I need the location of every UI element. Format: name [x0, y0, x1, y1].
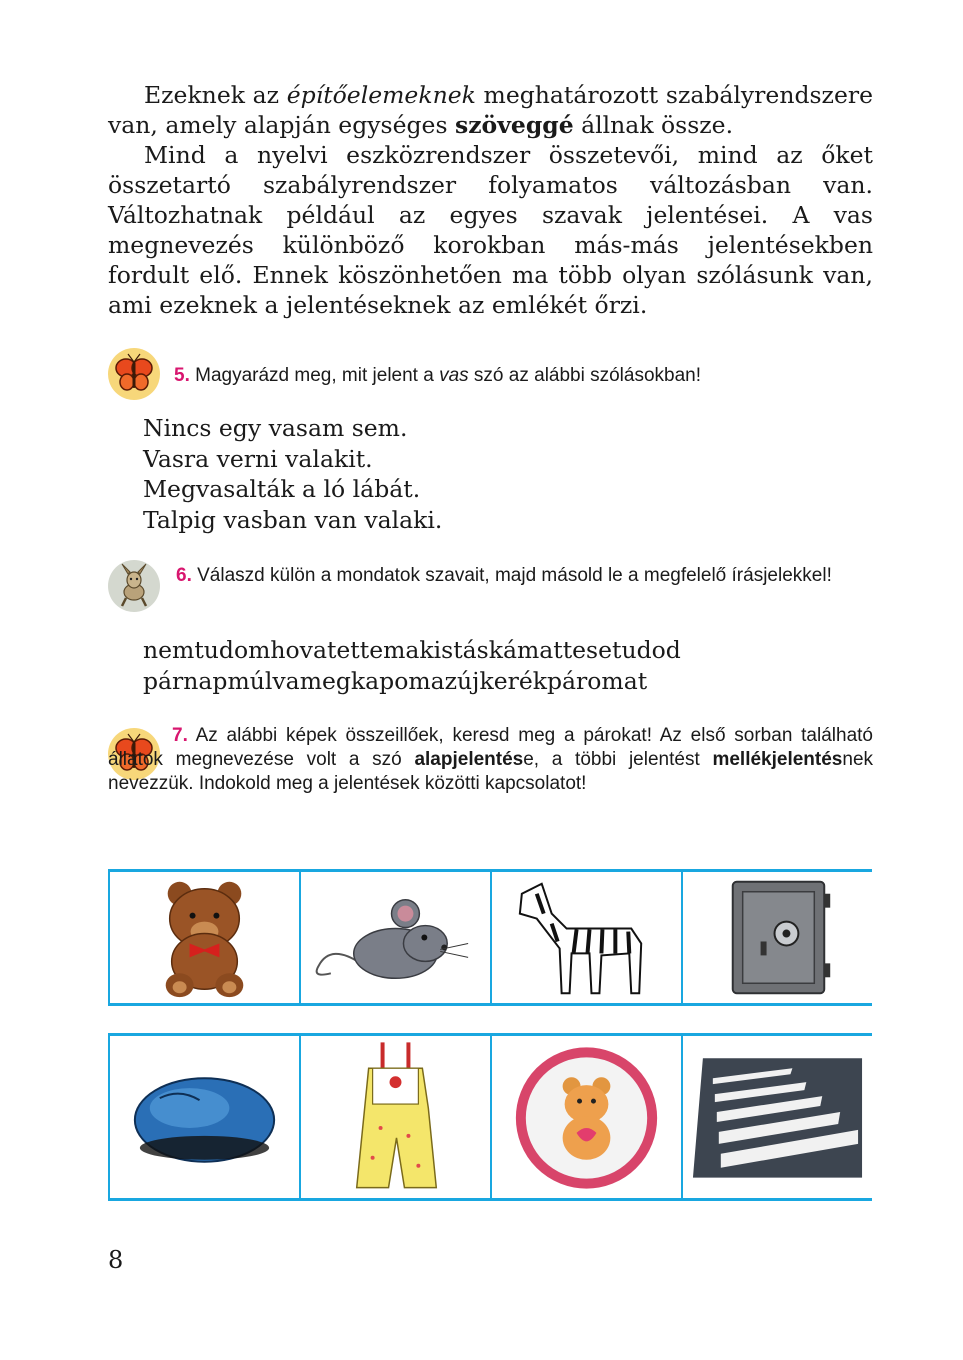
joined-strings [143, 635, 681, 696]
task-number: 6. [176, 565, 192, 586]
task-5-instruction: 5. Magyarázd meg, mit jelent a vas szó az alábbi szólásokban! [174, 365, 702, 386]
romper-picture [299, 1036, 490, 1198]
task-number: 5. [174, 365, 190, 386]
saying: Talpig vasban van valaki. [143, 505, 443, 534]
bold-term: szöveggé [454, 111, 574, 139]
safe-picture [681, 872, 872, 1003]
joined-string: nemtudomhovatettemakistáskámattesetudod [143, 636, 681, 664]
task-6-instruction: 6. Válaszd külön a mondatok szavait, majd másold le a megfelelő írásjelekkel! [176, 565, 832, 586]
picture-row-1 [108, 869, 872, 1006]
page-number: 8 [108, 1246, 124, 1274]
joined-string: párnapmúlvamegkapomazújkerékpáromat [143, 666, 648, 695]
mouse-picture [299, 872, 490, 1003]
sayings-list [143, 413, 442, 535]
bear-badge-picture [490, 1036, 681, 1198]
task-number: 7. [172, 725, 188, 746]
paragraph-2: Mind a nyelvi eszközrendszer összetevői, mind az őket összetartó szabályrendszer folyamatos változásban van. Változhatnak például az egyes szavak jelentései. A vas megnevezés különböző korokban más-más jelentésekben fordult elő. Ennek köszönhetően ma több olyan szólásunk van, ami ezeknek a jelentéseknek az emlékét őrzi. [108, 141, 873, 319]
saying: Megvasalták a ló lábát. [143, 475, 421, 503]
task-7-instruction: 7. Az alábbi képek összeillőek, keresd meg a párokat! Az első sorban található állatok megnevezése volt a szó alapjelentése, a többi jelentést mellékjelentésnek nevezzük. Indokold meg a jelentések közötti kapcsolatot! [108, 725, 874, 794]
butterfly-icon [108, 348, 160, 400]
picture-row-2 [108, 1033, 872, 1201]
donkey-icon [108, 560, 160, 612]
saying: Vasra verni valakit. [143, 444, 373, 473]
zebra-picture [490, 872, 681, 1003]
teddy-bear-picture [108, 872, 299, 1003]
saying: Nincs egy vasam sem. [143, 414, 408, 442]
italic-term: építőelemeknek [286, 81, 476, 109]
zebra-crossing-picture [681, 1036, 872, 1198]
paragraph-1: Ezeknek az építőelemeknek meghatározott szabályrendszere van, amely alapján egységes szöveggé állnak össze. Mind a nyelvi eszközrendszer összetevői, mind az őket összetartó szabályrendszer folyamatos változásban van. Változhatnak például az egyes szavak jelentései. A vas megnevezés különböző korokban más-más jelentésekben fordult elő. Ennek köszönhetően ma több olyan szólásunk van, ami ezeknek a jelentéseknek az emlékét őrzi. [108, 81, 873, 319]
computer-mouse-picture [108, 1036, 299, 1198]
